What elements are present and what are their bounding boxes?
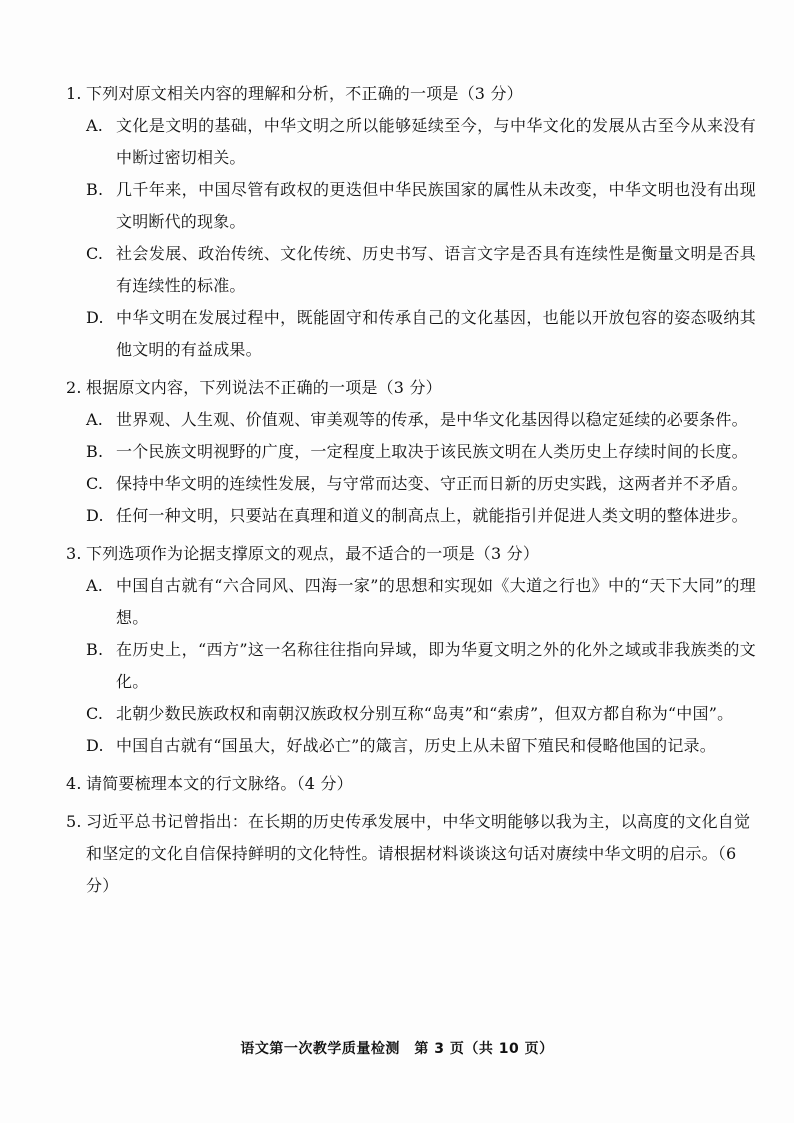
question-number: 4. <box>66 774 82 793</box>
question-text: 下列对原文相关内容的理解和分析，不正确的一项是（3 分） <box>86 84 523 103</box>
option-c <box>86 238 756 302</box>
option-b <box>86 174 756 238</box>
option-text: 中国自古就有“国虽大，好战必亡”的箴言，历史上从未留下殖民和侵略他国的记录。 <box>116 736 716 755</box>
option-b <box>86 634 756 698</box>
question-3 <box>66 538 756 762</box>
question-list <box>66 78 756 908</box>
question-number: 2. <box>66 378 82 397</box>
option-letter: B. <box>86 640 104 659</box>
option-c <box>86 698 756 730</box>
option-a <box>86 110 756 174</box>
option-a <box>86 404 756 436</box>
option-letter: A. <box>86 576 104 595</box>
option-letter: D. <box>86 506 104 525</box>
question-stem <box>66 768 756 800</box>
option-text: 社会发展、政治传统、文化传统、历史书写、语言文字是否具有连续性是衡量文明是否具有连续性的标准。 <box>116 244 756 295</box>
option-list <box>86 570 756 762</box>
option-letter: B. <box>86 442 104 461</box>
question-text: 下列选项作为论据支撑原文的观点，最不适合的一项是（3 分） <box>86 544 540 563</box>
question-text: 习近平总书记曾指出：在长期的历史传承发展中，中华文明能够以我为主，以高度的文化自觉和坚定的文化自信保持鲜明的文化特性。请根据材料谈谈这句话对赓续中华文明的启示。（6 分） <box>86 812 751 895</box>
page-footer: 语文第一次教学质量检测 第 3 页（共 10 页） <box>240 1041 554 1057</box>
option-letter: D. <box>86 736 104 755</box>
option-text: 中华文明在发展过程中，既能固守和传承自己的文化基因，也能以开放包容的姿态吸纳其他文明的有益成果。 <box>116 308 756 359</box>
question-number: 3. <box>66 544 82 563</box>
question-stem <box>66 806 756 902</box>
option-b <box>86 436 756 468</box>
question-stem <box>66 372 756 404</box>
question-number: 5. <box>66 812 82 831</box>
question-5 <box>66 806 756 902</box>
option-letter: D. <box>86 308 104 327</box>
option-letter: A. <box>86 116 104 135</box>
question-text: 根据原文内容，下列说法不正确的一项是（3 分） <box>86 378 442 397</box>
question-2 <box>66 372 756 532</box>
option-list <box>86 110 756 366</box>
option-d <box>86 500 756 532</box>
option-a <box>86 570 756 634</box>
option-text: 几千年来，中国尽管有政权的更迭但中华民族国家的属性从未改变，中华文明也没有出现文明断代的现象。 <box>116 180 756 231</box>
option-d <box>86 302 756 366</box>
option-text: 中国自古就有“六合同风、四海一家”的思想和实现如《大道之行也》中的“天下大同”的理想。 <box>116 576 756 627</box>
question-number: 1. <box>66 84 82 103</box>
option-text: 在历史上，“西方”这一名称往往指向异域，即为华夏文明之外的化外之域或非我族类的文化。 <box>116 640 756 691</box>
option-letter: C. <box>86 704 104 723</box>
option-letter: C. <box>86 474 104 493</box>
option-letter: B. <box>86 180 104 199</box>
option-text: 北朝少数民族政权和南朝汉族政权分别互称“岛夷”和“索虏”，但双方都自称为“中国”。 <box>116 704 734 723</box>
option-list <box>86 404 756 532</box>
option-text: 保持中华文明的连续性发展，与守常而达变、守正而日新的历史实践，这两者并不矛盾。 <box>116 474 748 493</box>
option-text: 任何一种文明，只要站在真理和道义的制高点上，就能指引并促进人类文明的整体进步。 <box>116 506 748 525</box>
question-4 <box>66 768 756 800</box>
option-text: 文化是文明的基础，中华文明之所以能够延续至今，与中华文化的发展从古至今从来没有中断过密切相关。 <box>116 116 756 167</box>
question-stem <box>66 78 756 110</box>
question-1 <box>66 78 756 366</box>
option-letter: A. <box>86 410 104 429</box>
question-text: 请简要梳理本文的行文脉络。（4 分） <box>86 774 353 793</box>
question-stem <box>66 538 756 570</box>
option-letter: C. <box>86 244 104 263</box>
option-text: 一个民族文明视野的广度，一定程度上取决于该民族文明在人类历史上存续时间的长度。 <box>116 442 748 461</box>
option-text: 世界观、人生观、价值观、审美观等的传承，是中华文化基因得以稳定延续的必要条件。 <box>116 410 748 429</box>
option-d <box>86 730 756 762</box>
option-c <box>86 468 756 500</box>
